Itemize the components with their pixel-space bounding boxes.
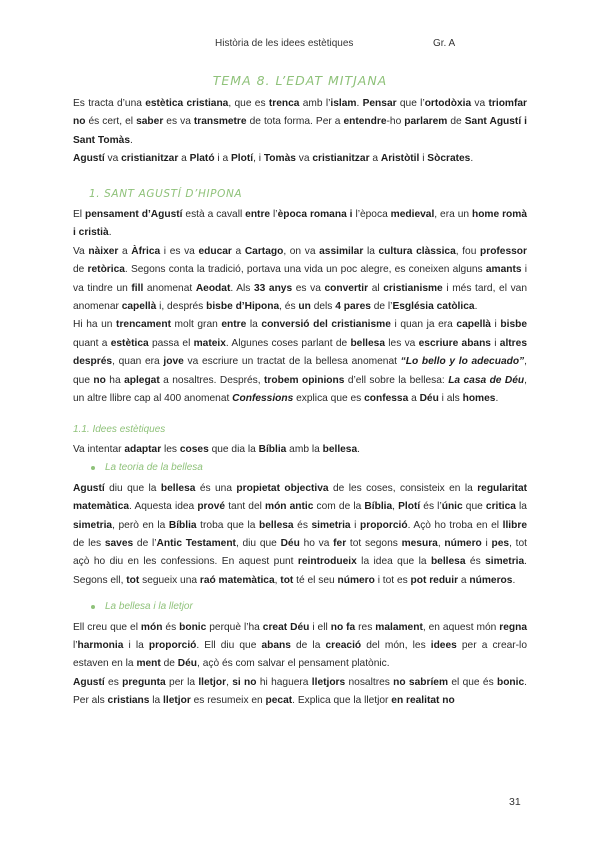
- bullet2-paragraph-2: Agustí es pregunta per la lletjor, si no hi haguera lletjors nosaltres no sabríem el que és bonic. Per als cristians la lletjor es resumeix en pecat. Explica que la lletjor en realitat no: [73, 676, 527, 707]
- bullet-label: La bellesa i la lletjor: [105, 601, 193, 613]
- subsection-heading-1-1: 1.1. Idees estètiques: [73, 423, 166, 435]
- page-title: TEMA 8. L’EDAT MITJANA: [212, 73, 388, 88]
- bullet2-paragraph-1: Ell creu que el món és bonic perquè l’ha creat Déu i ell no fa res malament, en aquest món regna l’harmonia i la proporció. Ell diu que abans de la creació del món, les idees per a crear-lo estaven en la ment de Déu, açò és com salvar el pensament platònic.: [73, 621, 528, 670]
- intro-paragraph-2: Agustí va cristianitzar a Plató i a Plotí, i Tomàs va cristianitzar a Aristòtil i Sòcrates.: [73, 153, 474, 165]
- section1-paragraph-3: Hi ha un trencament molt gran entre la conversió del cristianisme i quan ja era capellà i bisbe quant a estètica passa el mateix. Algunes coses parlant de bellesa les va escriure abans i altres després, quan era jove va escriure un tractat de la bellesa anomenat “Lo bello y lo adecuado”, que no ha aplegat a nosaltres. Després, trobem opinions d’ell sobre la bellesa: La casa de Déu, un altre llibre cap al 400 anomenat Confessions explica que es confessa a Déu i als homes.: [73, 319, 528, 405]
- page-number: 31: [509, 796, 521, 808]
- intro-paragraph-1: Es tracta d’una estètica cristiana, que es trenca amb l’islam. Pensar que l’ortodòxia va triomfar no és cert, el saber es va transmetre de tota forma. Per a entendre-ho parlarem de Sant Agustí i Sant Tomàs.: [73, 98, 528, 146]
- header-title: Història de les idees estètiques: [215, 38, 354, 49]
- section-heading-1: 1. SANT AGUSTÍ D’HIPONA: [89, 187, 243, 200]
- bullet-heading-teoria: [91, 459, 527, 477]
- subsection-intro: Va intentar adaptar les coses que dia la Bíblia amb la bellesa.: [73, 443, 360, 455]
- document-body: [73, 95, 527, 711]
- bullet-dot-icon: [91, 605, 95, 609]
- section1-paragraph-2: Va nàixer a Àfrica i es va educar a Cartago, on va assimilar la cultura clàssica, fou professor de retòrica. Segons conta la tradició, portava una vida un poc alegre, es coneixen alguns amants i va tindre un fill anomenat Aeodat. Als 33 anys es va convertir al cristianisme i més tard, el van anomenar capellà i, després bisbe d’Hipona, és un dels 4 pares de l’Església catòlica.: [73, 245, 528, 313]
- bullet-heading-lletjor: [91, 598, 527, 616]
- bullet1-paragraph: Agustí diu que la bellesa és una propietat objectiva de les coses, consisteix en la regularitat matemàtica. Aquesta idea prové tant del món antic com de la Bíblia, Plotí és l’únic que critica la simetria, però en la Bíblia troba que la bellesa és simetria i proporció. Açò ho troba en el llibre de les saves de l’Antic Testament, diu que Déu ho va fer tot segons mesura, número i pes, tot açò ho diu en les confessions. En aquest punt reintrodueix la idea que la bellesa és simetria. Segons ell, tot segueix una raó matemàtica, tot té el seu número i tot es pot reduir a números.: [73, 482, 528, 586]
- bullet-label: La teoria de la bellesa: [105, 462, 203, 474]
- header-group: Gr. A: [433, 38, 456, 49]
- section1-paragraph-1: El pensament d’Agustí està a cavall entre l’època romana i l’època medieval, era un home romà i cristià.: [73, 209, 527, 239]
- bullet-dot-icon: [91, 466, 95, 470]
